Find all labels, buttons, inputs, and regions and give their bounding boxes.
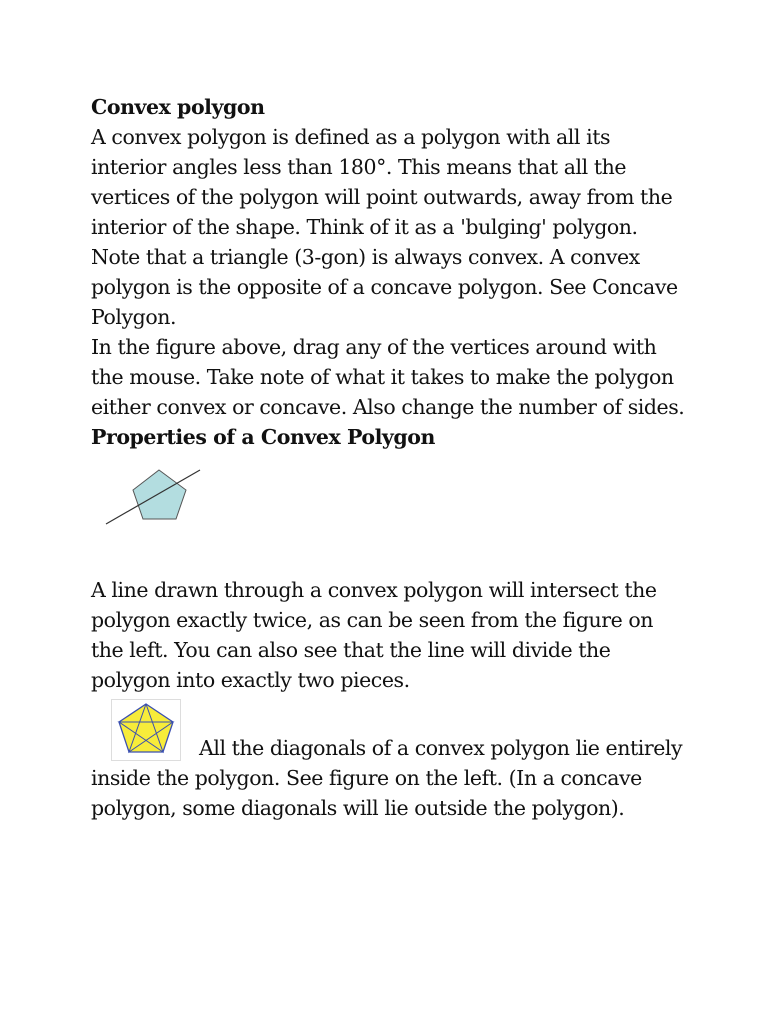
pentagon-shape bbox=[133, 470, 186, 519]
instructions-paragraph: In the figure above, drag any of the vertices around with the mouse. Take note of what it takes to make the polygon either convex or concave. Also change the number of sides. bbox=[91, 335, 685, 419]
line-property-paragraph: A line drawn through a convex polygon will intersect the polygon exactly twice, as can be seen from the figure on the left. You can also see that the line will divide the polygon into exactly two pieces. bbox=[91, 578, 657, 692]
pentagon-diagonals-figure bbox=[111, 699, 181, 761]
diagonals-row bbox=[91, 703, 691, 823]
page-title: Convex polygon bbox=[91, 95, 265, 119]
properties-heading: Properties of a Convex Polygon bbox=[91, 425, 435, 449]
diagonal-property-paragraph: All the diagonals of a convex polygon lie entirely inside the polygon. See figure on the left. (In a concave polygon, some diagonals will lie outside the polygon). bbox=[91, 736, 683, 820]
intro-paragraph: A convex polygon is defined as a polygon with all its interior angles less than 180°. This means that all the vertices of the polygon will point outwards, away from the interior of the shape. Think of it as a 'bulging' polygon. Note that a triangle (3-gon) is always convex. A convex polygon is the opposite of a concave polygon. See Concave Polygon. bbox=[91, 125, 678, 329]
pentagon-with-line-figure bbox=[103, 462, 215, 534]
document-page bbox=[91, 92, 691, 823]
